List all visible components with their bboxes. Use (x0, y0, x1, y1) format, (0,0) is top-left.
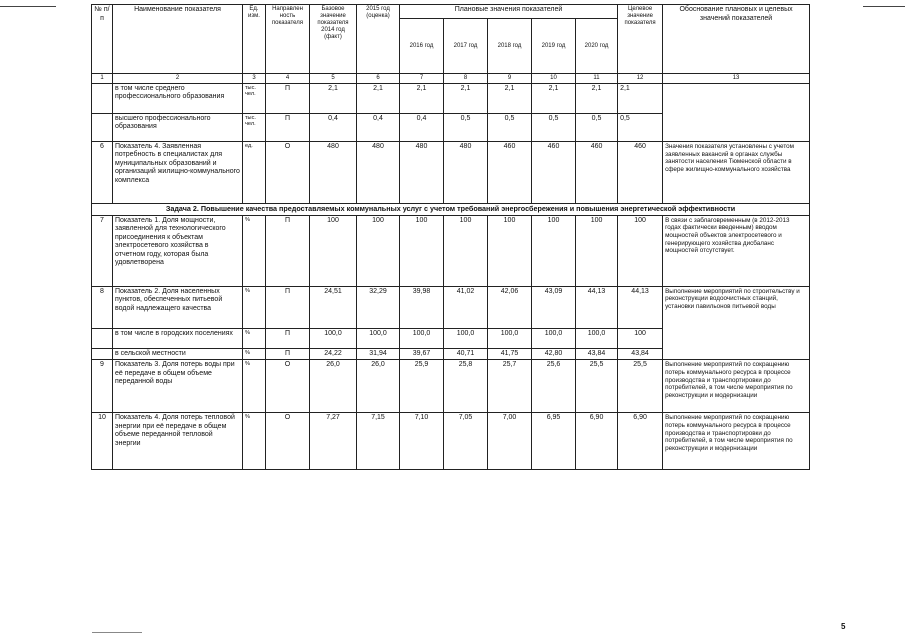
row-2016: 100,0 (400, 328, 444, 348)
row-target: 0,5 (618, 113, 663, 141)
row-target: 100 (618, 328, 663, 348)
row-base: 24,51 (310, 286, 357, 328)
row-2020: 6,90 (576, 413, 618, 470)
table-row (92, 141, 810, 203)
row-target: 2,1 (618, 83, 663, 113)
col-number: 11 (576, 74, 618, 84)
row-num (92, 348, 113, 360)
header-2015: 2015 год (оценка) (357, 5, 400, 74)
row-2018: 0,5 (488, 113, 532, 141)
row-2019: 25,6 (532, 360, 576, 413)
row-direction: П (266, 113, 310, 141)
row-2015: 32,29 (357, 286, 400, 328)
row-2015: 0,4 (357, 113, 400, 141)
row-2020: 25,5 (576, 360, 618, 413)
header-year: 2017 год (444, 19, 488, 74)
scan-edge-line (863, 6, 905, 7)
header-base: Базовое значение показателя 2014 год (факт) (310, 5, 357, 74)
row-2017: 100 (444, 215, 488, 286)
indicators-table (91, 4, 810, 470)
row-2017: 480 (444, 141, 488, 203)
row-base: 100 (310, 215, 357, 286)
header-year: 2018 год (488, 19, 532, 74)
row-2019: 43,09 (532, 286, 576, 328)
row-2019: 100 (532, 215, 576, 286)
row-2019: 2,1 (532, 83, 576, 113)
column-numbers-row (92, 74, 810, 84)
col-number: 8 (444, 74, 488, 84)
row-2015: 26,0 (357, 360, 400, 413)
header-unit: Ед. изм. (243, 5, 266, 74)
header-year: 2019 год (532, 19, 576, 74)
row-target: 460 (618, 141, 663, 203)
col-number: 5 (310, 74, 357, 84)
row-2018: 7,00 (488, 413, 532, 470)
row-2019: 460 (532, 141, 576, 203)
row-num: 6 (92, 141, 113, 203)
col-number: 12 (618, 74, 663, 84)
row-name: Показатель 1. Доля мощности, заявленной для технологического присоединения к объектам электросетевого хозяйства в отчетном году, которая была удовлетворена (113, 215, 243, 286)
row-target: 100 (618, 215, 663, 286)
row-2015: 2,1 (357, 83, 400, 113)
row-target: 43,84 (618, 348, 663, 360)
row-2017: 7,05 (444, 413, 488, 470)
row-justification: В связи с заблаговременным (в 2012-2013 годах фактически введенным) вводом мощностей объектов электросетевого и генерирующего хозяйства дисбаланс мощностей отсутствует. (663, 215, 810, 286)
row-target: 44,13 (618, 286, 663, 328)
row-justification: Выполнение мероприятий по сокращению потерь коммунального ресурса в процессе производства и транспортировки до потребителей, в том числе мероприятия по реконструкции и модернизации (663, 360, 810, 413)
row-name: Показатель 4. Заявленная потребность в специалистах для муниципальных образований и организаций жилищно-коммунального комплекса (113, 141, 243, 203)
row-base: 7,27 (310, 413, 357, 470)
col-number: 7 (400, 74, 444, 84)
page-number: 5 (841, 622, 846, 631)
row-num: 10 (92, 413, 113, 470)
row-2015: 480 (357, 141, 400, 203)
scan-edge-line (92, 632, 142, 633)
row-direction: П (266, 83, 310, 113)
row-2020: 100 (576, 215, 618, 286)
row-base: 480 (310, 141, 357, 203)
row-2017: 2,1 (444, 83, 488, 113)
header-direction: Направлен ность показателя (266, 5, 310, 74)
row-name: в сельской местности (113, 348, 243, 360)
row-justification: Выполнение мероприятий по сокращению потерь коммунального ресурса в процессе производства и транспортировки до потребителей, в том числе мероприятия по реконструкции и модернизации (663, 413, 810, 470)
row-base: 26,0 (310, 360, 357, 413)
row-unit: % (243, 215, 266, 286)
row-2017: 41,02 (444, 286, 488, 328)
header-plan: Плановые значения показателей (400, 5, 618, 19)
scan-edge-line (0, 6, 56, 7)
col-number: 9 (488, 74, 532, 84)
row-2017: 40,71 (444, 348, 488, 360)
row-2020: 0,5 (576, 113, 618, 141)
row-direction: О (266, 413, 310, 470)
row-name: Показатель 3. Доля потерь воды при её передаче в общем объеме переданной воды (113, 360, 243, 413)
row-2016: 39,67 (400, 348, 444, 360)
row-num (92, 113, 113, 141)
row-2015: 31,94 (357, 348, 400, 360)
row-2016: 25,9 (400, 360, 444, 413)
table-row (92, 215, 810, 286)
col-number: 6 (357, 74, 400, 84)
row-num (92, 328, 113, 348)
row-2016: 100 (400, 215, 444, 286)
row-2018: 100 (488, 215, 532, 286)
row-name: в том числе среднего профессионального образования (113, 83, 243, 113)
section-row (92, 203, 810, 215)
row-base: 0,4 (310, 113, 357, 141)
row-num (92, 83, 113, 113)
col-number: 13 (663, 74, 810, 84)
row-2016: 2,1 (400, 83, 444, 113)
row-unit: ед. (243, 141, 266, 203)
row-name: в том числе в городских поселениях (113, 328, 243, 348)
row-unit: % (243, 286, 266, 328)
col-number: 1 (92, 74, 113, 84)
row-2020: 460 (576, 141, 618, 203)
row-num: 9 (92, 360, 113, 413)
row-2018: 460 (488, 141, 532, 203)
table-row (92, 286, 810, 328)
col-number: 3 (243, 74, 266, 84)
row-2019: 0,5 (532, 113, 576, 141)
row-unit: % (243, 348, 266, 360)
row-2016: 39,98 (400, 286, 444, 328)
row-2018: 25,7 (488, 360, 532, 413)
col-number: 4 (266, 74, 310, 84)
row-2016: 480 (400, 141, 444, 203)
row-name: Показатель 2. Доля населенных пунктов, обеспеченных питьевой водой надлежащего качества (113, 286, 243, 328)
row-direction: П (266, 286, 310, 328)
row-2020: 44,13 (576, 286, 618, 328)
header-num: № п/п (92, 5, 113, 74)
row-2015: 100,0 (357, 328, 400, 348)
header-row (92, 5, 810, 19)
row-unit: тыс. чел. (243, 113, 266, 141)
section-title: Задача 2. Повышение качества предоставляемых коммунальных услуг с учетом требований энергосбережения и повышения энергетической эффективности (92, 203, 810, 215)
row-2020: 100,0 (576, 328, 618, 348)
row-base: 2,1 (310, 83, 357, 113)
row-2020: 43,84 (576, 348, 618, 360)
row-2018: 41,75 (488, 348, 532, 360)
row-direction: О (266, 141, 310, 203)
header-year: 2020 год (576, 19, 618, 74)
row-name: высшего профессионального образования (113, 113, 243, 141)
table-row (92, 413, 810, 470)
row-num: 8 (92, 286, 113, 328)
header-target: Целевое значение показателя (618, 5, 663, 74)
header-justification: Обоснование плановых и целевых значений показателей (663, 5, 810, 74)
row-direction: О (266, 360, 310, 413)
col-number: 2 (113, 74, 243, 84)
row-num: 7 (92, 215, 113, 286)
row-unit: тыс. чел. (243, 83, 266, 113)
row-direction: П (266, 328, 310, 348)
row-2020: 2,1 (576, 83, 618, 113)
row-2018: 2,1 (488, 83, 532, 113)
row-target: 25,5 (618, 360, 663, 413)
row-2019: 100,0 (532, 328, 576, 348)
row-2017: 100,0 (444, 328, 488, 348)
row-unit: % (243, 360, 266, 413)
row-direction: П (266, 348, 310, 360)
row-2019: 6,95 (532, 413, 576, 470)
table-row (92, 360, 810, 413)
row-2019: 42,80 (532, 348, 576, 360)
header-name: Наименование показателя (113, 5, 243, 74)
row-name: Показатель 4. Доля потерь тепловой энергии при её передаче в общем объеме переданной тепловой энергии (113, 413, 243, 470)
row-2016: 0,4 (400, 113, 444, 141)
row-justification: Выполнение мероприятий по строительству и реконструкции водоочистных станций, установки павильонов питьевой воды (663, 286, 810, 360)
table-row (92, 83, 810, 113)
row-justification (663, 83, 810, 141)
row-justification: Значения показателя установлены с учетом заявленных вакансий в органах службы занятости населения Тюменской области в сфере жилищно-коммунального хозяйства (663, 141, 810, 203)
col-number: 10 (532, 74, 576, 84)
row-direction: П (266, 215, 310, 286)
row-base: 100,0 (310, 328, 357, 348)
row-target: 6,90 (618, 413, 663, 470)
row-2017: 0,5 (444, 113, 488, 141)
row-2015: 7,15 (357, 413, 400, 470)
header-year: 2016 год (400, 19, 444, 74)
row-2016: 7,10 (400, 413, 444, 470)
row-unit: % (243, 328, 266, 348)
row-2015: 100 (357, 215, 400, 286)
row-unit: % (243, 413, 266, 470)
row-base: 24,22 (310, 348, 357, 360)
row-2018: 100,0 (488, 328, 532, 348)
row-2017: 25,8 (444, 360, 488, 413)
row-2018: 42,06 (488, 286, 532, 328)
